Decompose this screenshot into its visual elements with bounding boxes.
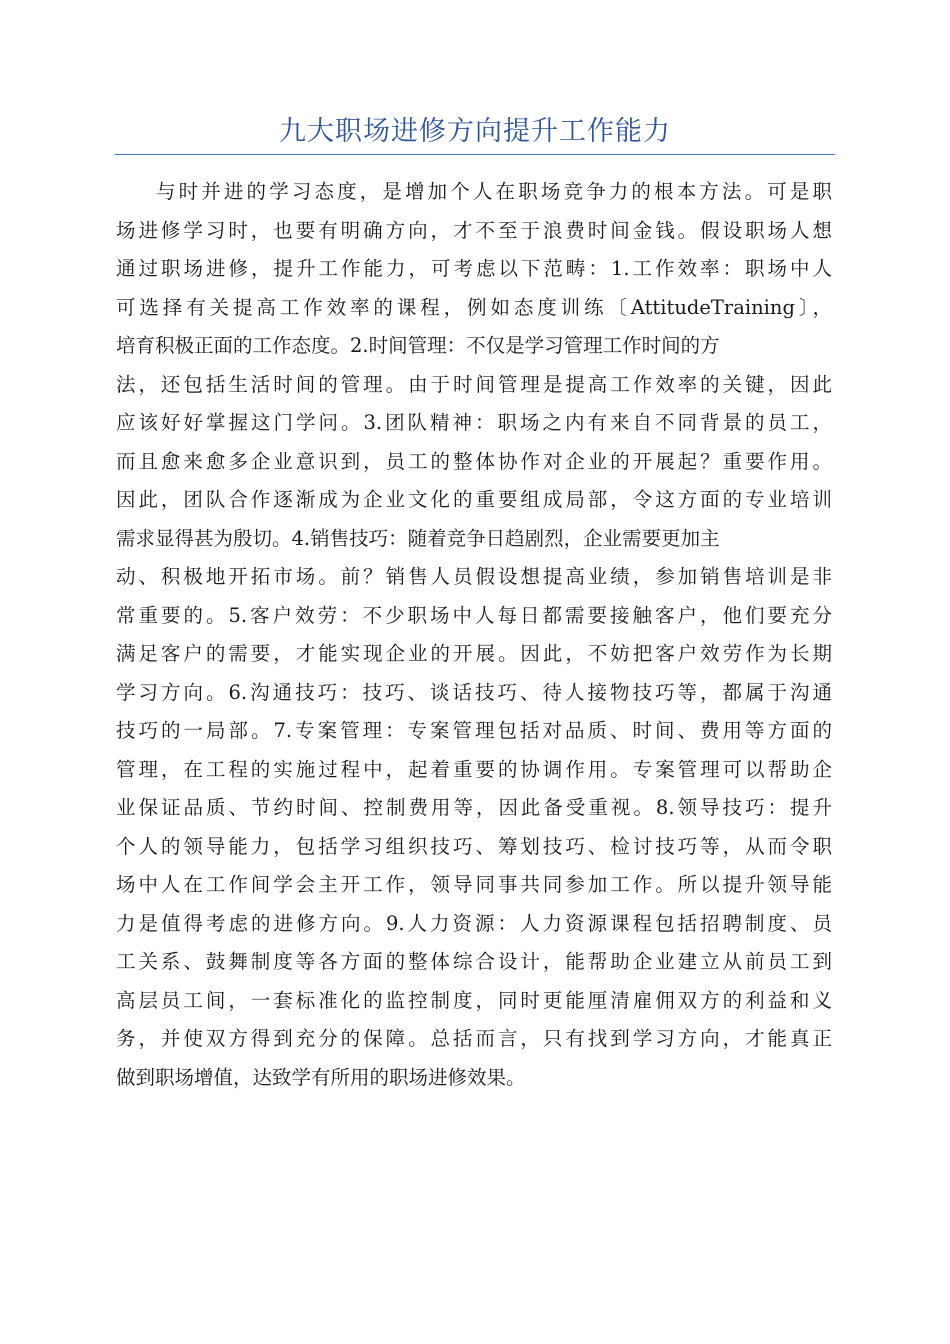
body-line: 与时并进的学习态度，是增加个人在职场竞争力的根本方法。可是职 <box>156 180 832 203</box>
body-line: 常重要的。5.客户效劳：不少职场中人每日都需要接触客户，他们要充分 <box>116 603 832 627</box>
body-line: 需求显得甚为殷切。4.销售技巧：随着竞争日趋剧烈，企业需要更加主 <box>116 526 720 550</box>
body-line: 工关系、鼓舞制度等各方面的整体综合设计，能帮助企业建立从前员工到 <box>116 950 832 973</box>
document-title: 九大职场进修方向提升工作能力 <box>279 116 671 147</box>
body-line: 个人的领导能力，包括学习组织技巧、筹划技巧、检讨技巧等，从而令职 <box>116 834 832 858</box>
body-line: 因此，团队合作逐渐成为企业文化的重要组成局部，令这方面的专业培训 <box>116 488 832 511</box>
body-line: 力是值得考虑的进修方向。9.人力资源：人力资源课程包括招聘制度、员 <box>116 911 832 935</box>
body-line: 通过职场进修，提升工作能力，可考虑以下范畴：1.工作效率：职场中人 <box>116 257 832 280</box>
body-line: 技巧的一局部。7.专案管理：专案管理包括对品质、时间、费用等方面的 <box>116 719 832 742</box>
body-line: 做到职场增值，达致学有所用的职场进修效果。 <box>116 1065 526 1089</box>
body-line: 应该好好掌握这门学问。3.团队精神：职场之内有来自不同背景的员工， <box>116 411 832 434</box>
body-line: 满足客户的需要，才能实现企业的开展。因此，不妨把客户效劳作为长期 <box>116 642 832 665</box>
body-line: 高层员工间，一套标准化的监控制度，同时更能厘清雇佣双方的利益和义 <box>116 988 832 1012</box>
body-line: 动、积极地开拓市场。前？销售人员假设想提高业绩，参加销售培训是非 <box>116 565 832 588</box>
body-line: 培育积极正面的工作态度。2.时间管理：不仅是学习管理工作时间的方 <box>116 334 720 357</box>
body-line: 务，并使双方得到充分的保障。总括而言，只有找到学习方向，才能真正 <box>116 1027 832 1050</box>
body-line: 可选择有关提高工作效率的课程，例如态度训练〔AttitudeTraining〕， <box>116 295 832 319</box>
body-line: 场中人在工作间学会主开工作，领导同事共同参加工作。所以提升领导能 <box>116 873 832 896</box>
body-line: 学习方向。6.沟通技巧：技巧、谈话技巧、待人接物技巧等，都属于沟通 <box>116 680 832 704</box>
body-line: 法，还包括生活时间的管理。由于时间管理是提高工作效率的关键，因此 <box>116 372 832 396</box>
body-line: 场进修学习时，也要有明确方向，才不至于浪费时间金钱。假设职场人想 <box>116 218 832 242</box>
body-paragraph <box>116 173 832 1097</box>
body-line: 业保证品质、节约时间、控制费用等，因此备受重视。8.领导技巧：提升 <box>116 796 832 819</box>
body-line: 而且愈来愈多企业意识到，员工的整体协作对企业的开展起？重要作用。 <box>116 449 832 473</box>
title-underline <box>115 154 835 155</box>
body-line: 管理，在工程的实施过程中，起着重要的协调作用。专案管理可以帮助企 <box>116 757 832 781</box>
